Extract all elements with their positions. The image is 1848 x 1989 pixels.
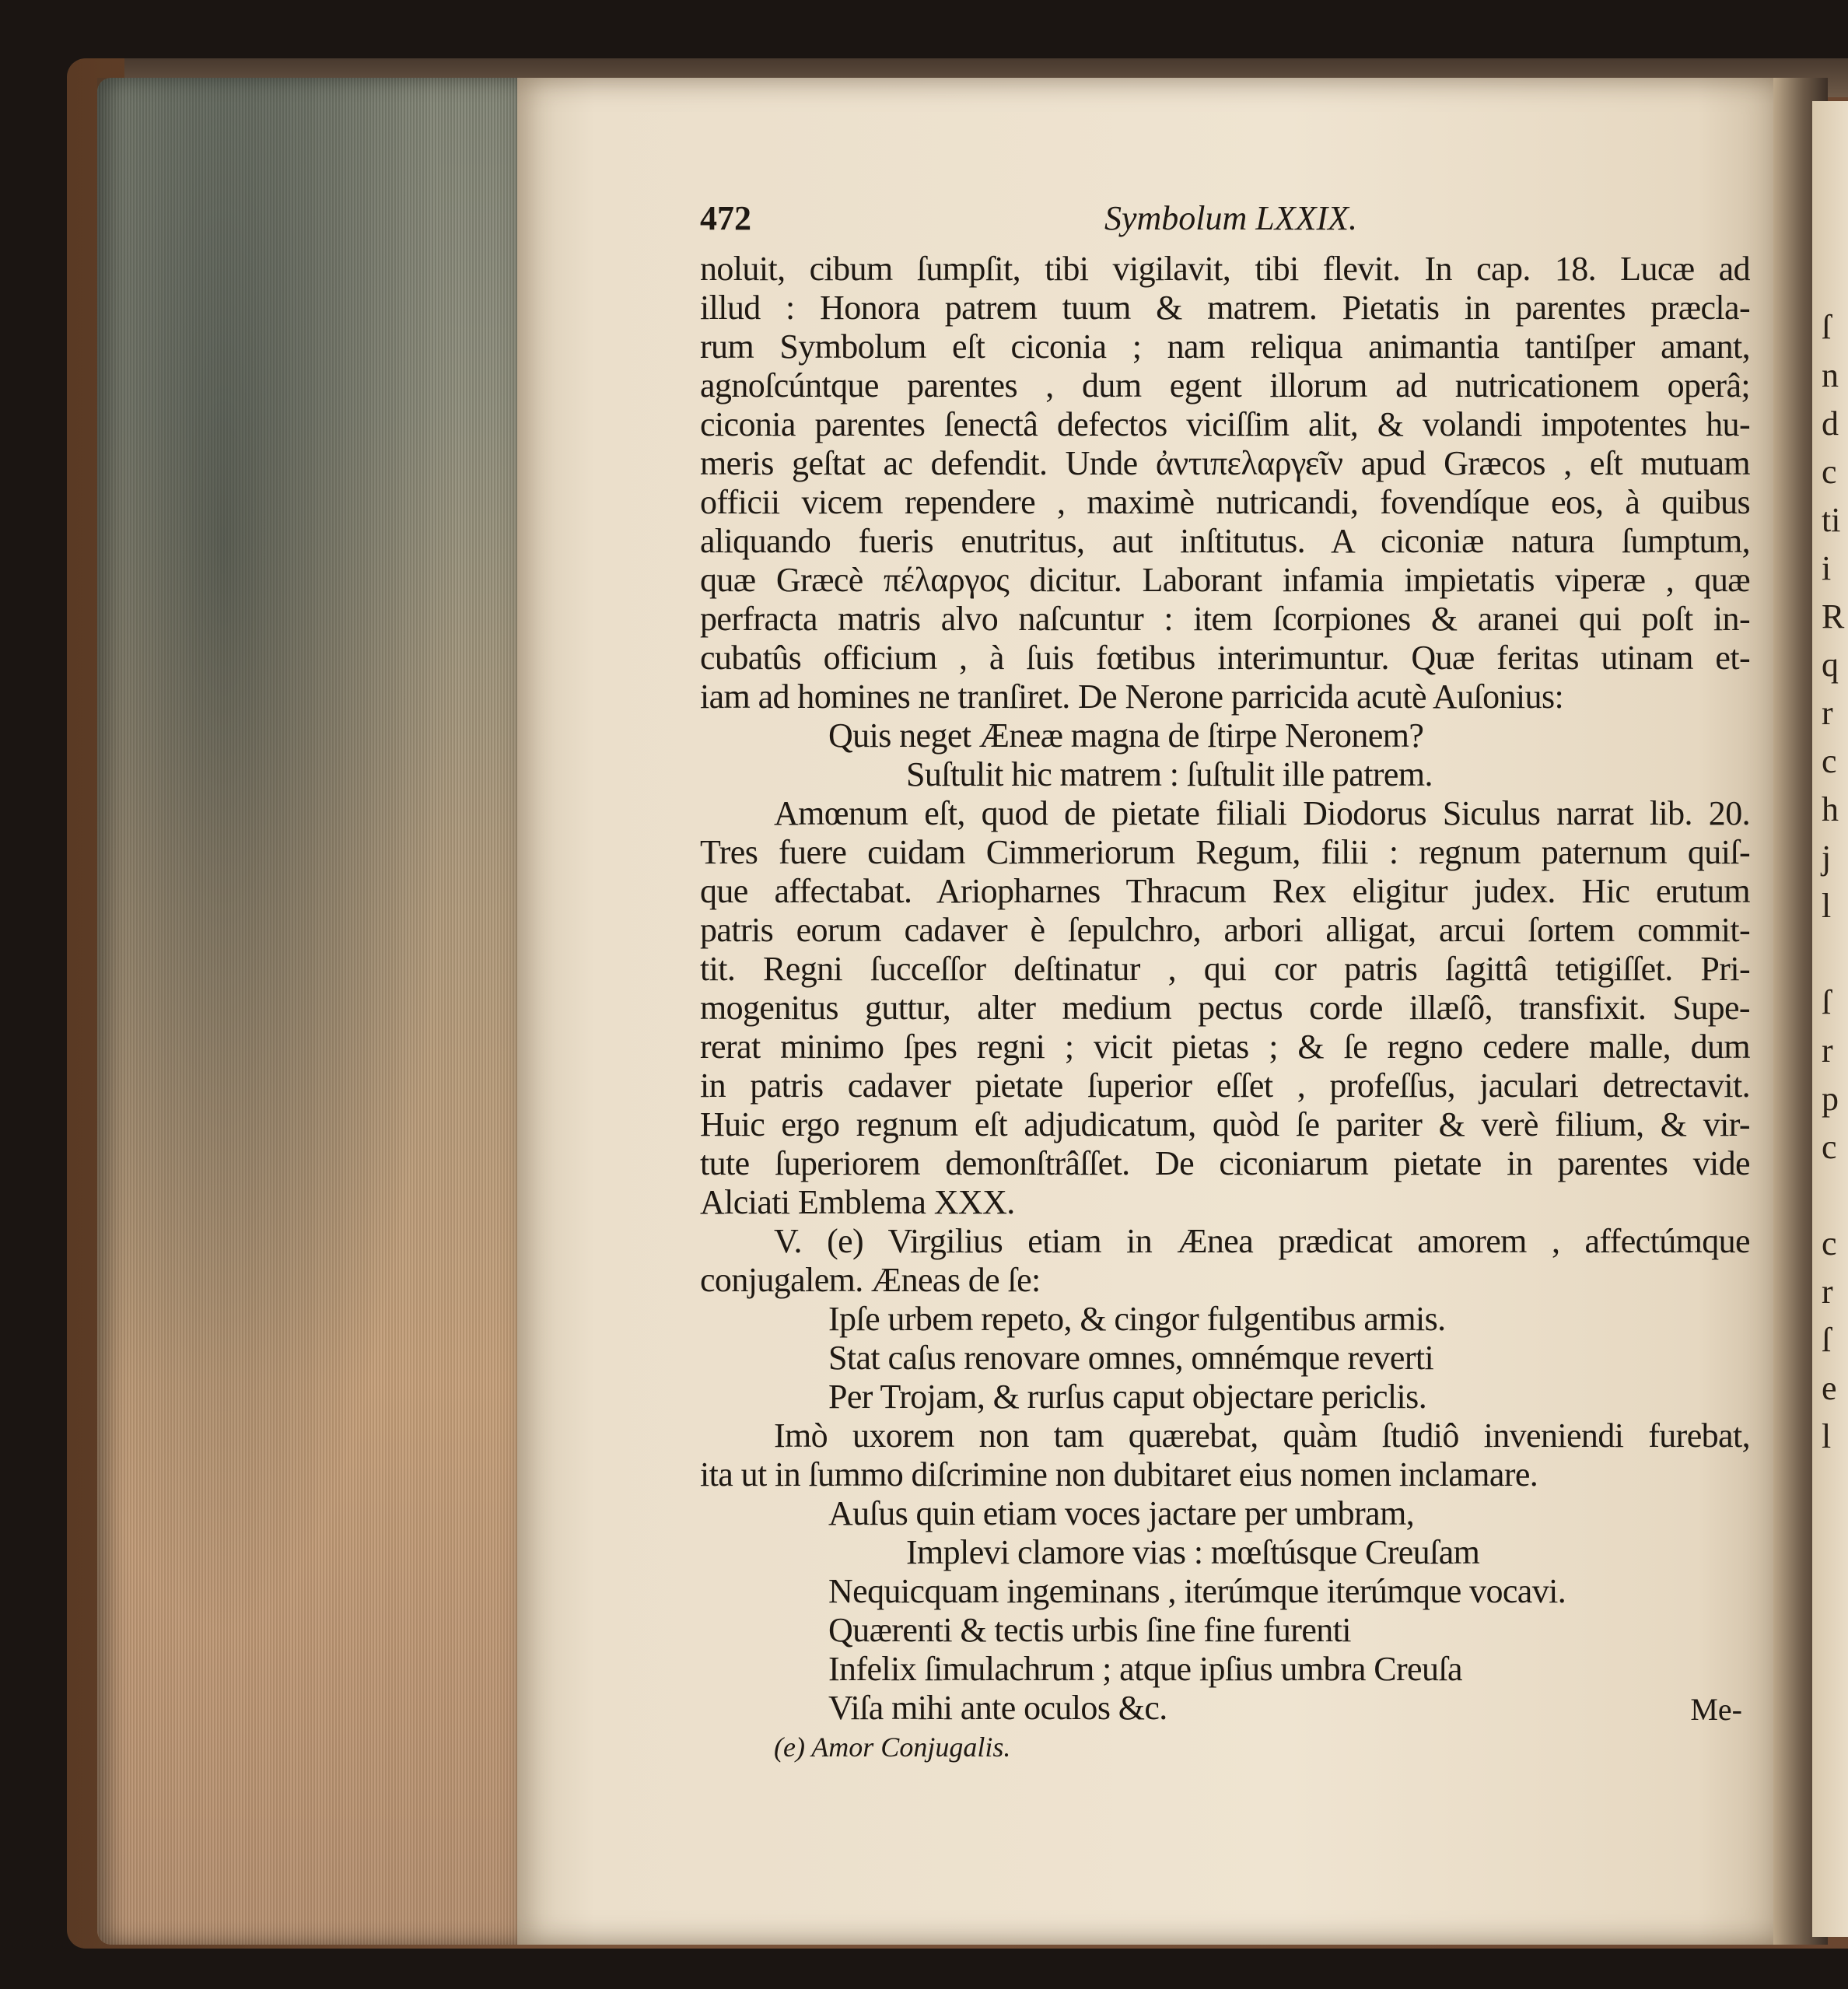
- text-line: tute ſuperiorem demonſtrâſſet. De ciconiarum pietate in parentes vide: [700, 1144, 1750, 1182]
- facing-page-letter: l: [1822, 887, 1832, 925]
- footnote: (e) Amor Conjugalis.: [774, 1732, 1011, 1763]
- facing-page-letter: c: [1822, 1128, 1837, 1166]
- facing-page-letter: ſ: [1822, 983, 1832, 1021]
- running-head: Symbolum LXXIX.: [1104, 199, 1358, 237]
- facing-page-letter: p: [1822, 1080, 1839, 1118]
- text-line: Quis neget Æneæ magna de ſtirpe Neronem?: [828, 716, 1424, 755]
- text-line: noluit, cibum ſumpſit, tibi vigilavit, tibi flevit. In cap. 18. Lucæ ad: [700, 250, 1750, 288]
- facing-page-letter: i: [1822, 549, 1832, 587]
- text-line: rum Symbolum eſt ciconia ; nam reliqua animantia tantiſper amant,: [700, 327, 1750, 366]
- text-line: rerat minimo ſpes regni ; vicit pietas ; & ſe regno cedere malle, dum: [700, 1028, 1750, 1066]
- text-line: Auſus quin etiam voces jactare per umbram,: [828, 1494, 1415, 1532]
- facing-page-edge: [1812, 101, 1848, 1937]
- text-line: tit. Regni ſucceſſor deſtinatur , qui cor patris ſagittâ tetigiſſet. Pri-: [700, 950, 1750, 988]
- paragraph-2: [700, 794, 1750, 1222]
- facing-page-letter: ti: [1822, 501, 1841, 539]
- text-line: Per Trojam, & rurſus caput objectare periclis.: [828, 1378, 1427, 1416]
- text-line: perfracta matris alvo naſcuntur : item ſcorpiones & aranei qui poſt in-: [700, 600, 1750, 638]
- text-line: Huic ergo regnum eſt adjudicatum, quòd ſe pariter & verè filium, & vir-: [700, 1105, 1750, 1143]
- facing-page-letter: q: [1822, 646, 1839, 684]
- facing-page-letter: n: [1822, 356, 1839, 394]
- facing-page-letter: e: [1822, 1369, 1837, 1407]
- text-line: Implevi clamore vias : mœſtúsque Creuſam: [906, 1533, 1480, 1571]
- text-line: Infelix ſimulachrum ; atque ipſius umbra Creuſa: [828, 1650, 1462, 1688]
- text-line: Nequicquam ingeminans , iterúmque iterúmque vocavi.: [828, 1572, 1566, 1610]
- facing-page-letter: ſ: [1822, 308, 1832, 346]
- text-line: patris eorum cadaver è ſepulchro, arbori alligat, arcui ſortem commit-: [700, 911, 1750, 949]
- facing-page-letter: l: [1822, 1417, 1832, 1455]
- text-line: aliquando fueris enutritus, aut inſtitutus. A ciconiæ natura ſumptum,: [700, 522, 1750, 560]
- verse-aeneas-2: [700, 1494, 1750, 1728]
- text-line: que affectabat. Ariopharnes Thracum Rex eligitur judex. Hic erutum: [700, 872, 1750, 910]
- paragraph-3: [700, 1222, 1750, 1300]
- text-line: Quærenti & tectis urbis ſine fine furenti: [828, 1611, 1351, 1649]
- paragraph-4: [700, 1416, 1750, 1494]
- text-line: Suſtulit hic matrem : ſuſtulit ille patrem.: [906, 755, 1433, 793]
- facing-page-letter: r: [1822, 1273, 1833, 1311]
- facing-page-letter: c: [1822, 1224, 1837, 1262]
- text-line: V. (e) Virgilius etiam in Ænea prædicat amorem , affectúmque: [774, 1222, 1750, 1260]
- text-line: Stat caſus renovare omnes, omnémque reverti: [828, 1339, 1434, 1377]
- text-line: ciconia parentes ſenectâ defectos viciſſim alit, & volandi impotentes hu-: [700, 405, 1750, 443]
- text-line: Amœnum eſt, quod de pietate filiali Diodorus Siculus narrat lib. 20.: [774, 794, 1750, 832]
- text-line: officii vicem rependere , maximè nutricandi, fovendíque eos, à quibus: [700, 483, 1750, 521]
- text-line: Tres fuere cuidam Cimmeriorum Regum, filii : regnum paternum quiſ-: [700, 833, 1750, 871]
- text-line: Alciati Emblema XXX.: [700, 1183, 1015, 1221]
- text-line: illud : Honora patrem tuum & matrem. Pietatis in parentes præcla-: [700, 289, 1750, 327]
- text-line: Imò uxorem non tam quærebat, quàm ſtudiô inveniendi furebat,: [774, 1416, 1750, 1455]
- text-line: ita ut in ſummo diſcrimine non dubitaret eius nomen inclamare.: [700, 1455, 1538, 1494]
- text-line: agnoſcúntque parentes , dum egent illorum ad nutricationem operâ;: [700, 366, 1750, 404]
- facing-page-letter: r: [1822, 1031, 1833, 1070]
- facing-page-letter: c: [1822, 742, 1837, 780]
- facing-page-letter: h: [1822, 790, 1839, 828]
- facing-page-letter: d: [1822, 404, 1839, 443]
- text-line: in patris cadaver pietate ſuperior eſſet , profeſſus, jaculari detrectavit.: [700, 1066, 1750, 1105]
- verse-ausonius: [700, 716, 1750, 794]
- paragraph-1: [700, 250, 1750, 716]
- facing-page-letter: r: [1822, 694, 1833, 732]
- text-line: quæ Græcè πέλαργος dicitur. Laborant infamia impietatis viperæ , quæ: [700, 561, 1750, 599]
- text-line: iam ad homines ne tranſiret. De Nerone parricida acutè Auſonius:: [700, 678, 1564, 716]
- facing-page-letter: [1812, 1171, 1848, 1220]
- page-text: [700, 198, 1750, 1767]
- verse-aeneas-1: [700, 1300, 1750, 1416]
- text-line: Ipſe urbem repeto, & cingor fulgentibus armis.: [828, 1300, 1446, 1338]
- text-line: Viſa mihi ante oculos &c.: [828, 1689, 1167, 1727]
- facing-page-letter: c: [1822, 453, 1837, 491]
- facing-page-letter: R: [1822, 597, 1845, 636]
- catchword: Me-: [1690, 1692, 1742, 1727]
- page-header: [700, 198, 1750, 250]
- facing-page-letter: [1812, 930, 1848, 979]
- facing-page-letter: ſ: [1822, 1321, 1832, 1359]
- page-number: 472: [700, 199, 751, 237]
- text-line: meris geſtat ac defendit. Unde ἀντιπελαργεῖν apud Græcos , eſt mutuam: [700, 444, 1750, 482]
- text-line: mogenitus guttur, alter medium pectus corde illæſô, transfixit. Supe-: [700, 989, 1750, 1027]
- page-block-edge: [97, 78, 517, 1945]
- facing-page-letter: j: [1822, 839, 1832, 877]
- text-line: conjugalem. Æneas de ſe:: [700, 1261, 1041, 1299]
- text-line: cubatûs officium , à ſuis fœtibus interimuntur. Quæ feritas utinam et-: [700, 639, 1750, 677]
